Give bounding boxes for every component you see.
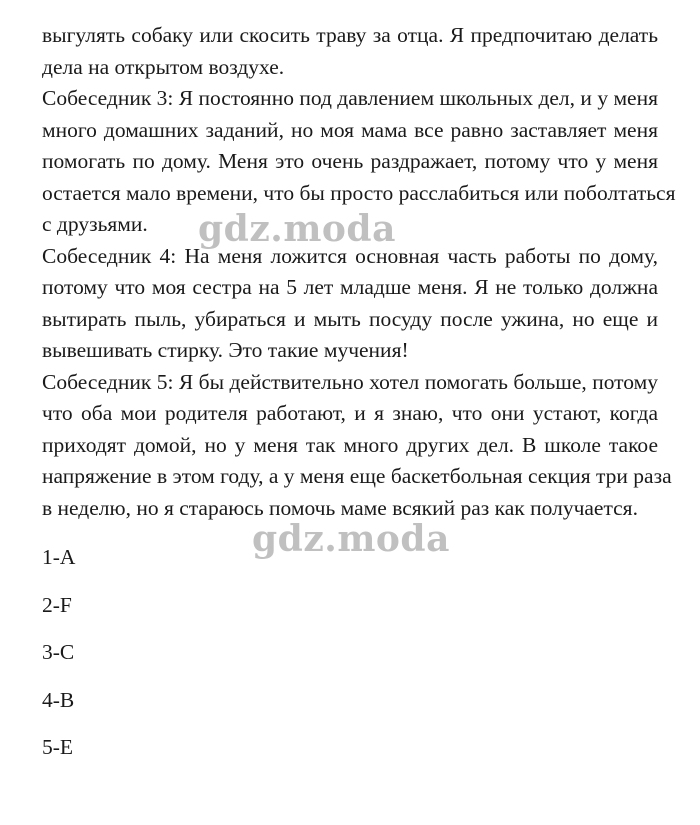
answer-item: 4-B	[42, 687, 75, 712]
text-line: Собеседник 4: На меня ложится основная часть работы по дому,	[42, 243, 658, 268]
answer-list	[42, 542, 75, 780]
dialogue-text	[42, 20, 676, 524]
watermark: gdz.moda	[198, 208, 396, 250]
text-line: вытирать пыль, убираться и мыть посуду после ужина, но еще и	[42, 306, 658, 331]
text-line: что оба мои родителя работают, и я знаю, что они устают, когда	[42, 401, 658, 425]
answer-item: 3-C	[42, 640, 75, 664]
text-line: в неделю, но я стараюсь помочь маме всякий раз как получается.	[42, 495, 638, 520]
text-line: с друзьями.	[42, 212, 148, 236]
answer-item: 2-F	[42, 592, 72, 617]
text-line: Собеседник 3: Я постоянно под давлением школьных дел, и у меня	[42, 86, 658, 110]
text-line: напряжение в этом году, а у меня еще баскетбольная секция три раза	[42, 464, 672, 488]
text-line: дела на открытом воздухе.	[42, 54, 285, 79]
text-line: Собеседник 5: Я бы действительно хотел помогать больше, потому	[42, 369, 658, 394]
answer-item: 1-A	[42, 545, 76, 569]
text-line: вывешивать стирку. Это такие мучения!	[42, 338, 409, 362]
text-line: помогать по дому. Меня это очень раздражает, потому что у меня	[42, 149, 658, 173]
text-line: остается мало времени, что бы просто расслабиться или поболтаться	[42, 180, 676, 205]
watermark: gdz.moda	[252, 518, 450, 560]
text-line: выгулять собаку или скосить траву за отца. Я предпочитаю делать	[42, 23, 658, 47]
answer-item: 5-E	[42, 735, 74, 759]
text-line: приходят домой, но у меня так много других дел. В школе такое	[42, 432, 658, 457]
text-line: много домашних заданий, но моя мама все равно заставляет меня	[42, 117, 658, 142]
text-line: потому что моя сестра на 5 лет младше меня. Я не только должна	[42, 275, 658, 299]
